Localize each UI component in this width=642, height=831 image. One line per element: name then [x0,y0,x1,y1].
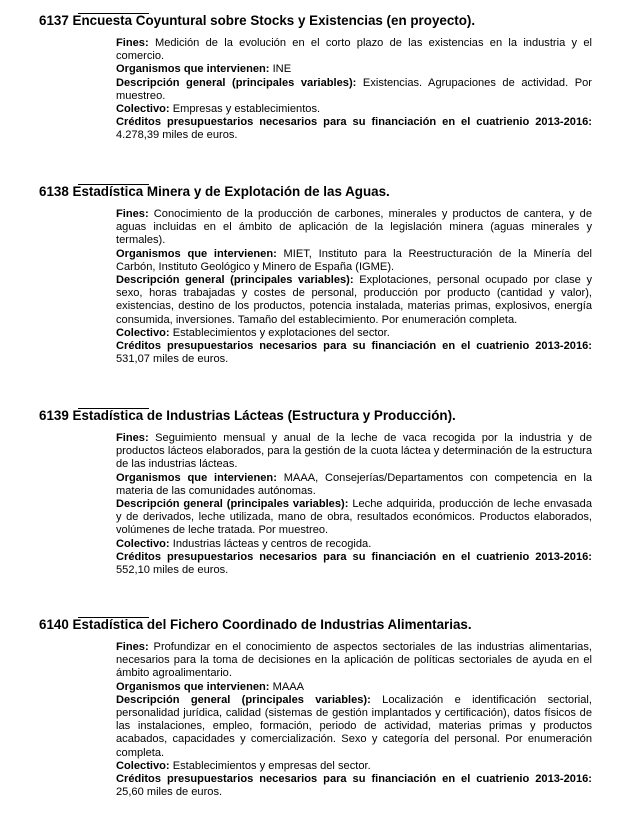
organismos-label: Organismos que intervienen: [116,63,270,76]
fines-paragraph [116,208,592,248]
organismos-paragraph [116,63,592,76]
colectivo-label: Colectivo: [116,759,170,772]
descripcion-text: Explotaciones, personal ocupado por clase y sexo, horas trabajadas y costes de personal, producción por producto (cantidad y valor), existencias, destino de los productos, potencia instalada, materias primas, explosivos, energía consumida, inversiones. Tamaño del establecimiento. Por enumeración completa. [116,274,592,326]
colectivo-text: Industrias lácteas y centros de recogida. [172,537,372,550]
entry-title: 6137 Encuesta Coyuntural sobre Stocks y Existencias (en proyecto). [39,13,476,28]
creditos-paragraph [116,773,592,799]
descripcion-paragraph [116,498,592,538]
colectivo-paragraph [116,103,592,116]
colectivo-label: Colectivo: [116,537,170,550]
entry-body [116,208,592,366]
entry-body [116,432,592,577]
descripcion-paragraph [116,694,592,760]
fines-paragraph [116,37,592,63]
organismos-paragraph [116,681,592,694]
fines-label: Fines: [116,641,149,653]
entry-title: 6140 Estadística del Fichero Coordinado de Industrias Alimentarias. [39,617,472,632]
creditos-text: 25,60 miles de euros. [116,786,223,799]
colectivo-paragraph [116,327,592,340]
descripcion-label: Descripción general (principales variables): [116,76,357,89]
creditos-paragraph [116,340,592,366]
fines-text: Profundizar en el conocimiento de aspectos sectoriales de las industrias alimentarias, necesarios para la toma de decisiones en la aplicación de políticas sectoriales de ayuda en el ámbito agroalimentario. [116,641,592,680]
colectivo-label: Colectivo: [116,326,170,339]
entry-body [116,641,592,799]
entry-body [116,37,592,143]
creditos-paragraph [116,551,592,577]
fines-paragraph [116,641,592,681]
organismos-label: Organismos que intervienen: [116,247,277,260]
creditos-label: Créditos presupuestarios necesarios para su financiación en el cuatrienio 2013-2016: [116,116,592,129]
organismos-paragraph [116,472,592,498]
descripcion-paragraph [116,77,592,103]
creditos-label: Créditos presupuestarios necesarios para su financiación en el cuatrienio 2013-2016: [116,550,592,563]
fines-label: Fines: [116,37,149,49]
descripcion-text: Localización e identificación sectorial, personalidad jurídica, calidad (sistemas de gestión implantados y certificación), datos físicos de las instalaciones, empleo, formación, periodo de actividad, materias primas y productos acabados, capacidades y comercialización. Sexo y categoría del personal. Por enumeración completa. [116,693,592,759]
organismos-paragraph [116,248,592,274]
descripcion-paragraph [116,274,592,327]
descripcion-label: Descripción general (principales variables): [116,693,371,706]
creditos-text: 552,10 miles de euros. [116,564,229,577]
fines-label: Fines: [116,208,149,220]
creditos-paragraph [116,116,592,142]
creditos-label: Créditos presupuestarios necesarios para su financiación en el cuatrienio 2013-2016: [116,773,592,786]
fines-paragraph [116,432,592,472]
fines-label: Fines: [116,432,149,444]
descripcion-label: Descripción general (principales variables): [116,498,349,511]
colectivo-text: Establecimientos y empresas del sector. [172,759,371,772]
fines-text: Seguimiento mensual y anual de la leche de vaca recogida por la industria y de productos lácteos elaborados, para la gestión de la cuota láctea y determinación de la estructura de las industrias lácteas. [116,432,592,471]
descripcion-label: Descripción general (principales variables): [116,274,354,287]
entry-title: 6138 Estadística Minera y de Explotación de las Aguas. [39,184,390,199]
organismos-label: Organismos que intervienen: [116,471,277,484]
organismos-text: MAAA [272,680,305,693]
creditos-label: Créditos presupuestarios necesarios para su financiación en el cuatrienio 2013-2016: [116,340,592,353]
organismos-text: MIET, Instituto para la Reestructuración de la Minería del Carbón, Instituto Geológico y Minero de España (IGME). [116,247,593,273]
colectivo-text: Empresas y establecimientos. [172,103,321,116]
descripcion-text: Existencias. Agrupaciones de actividad. Por muestreo. [116,76,592,102]
entry-title: 6139 Estadística de Industrias Lácteas (Estructura y Producción). [39,408,456,423]
colectivo-paragraph [116,538,592,551]
colectivo-paragraph [116,760,592,773]
creditos-text: 4.278,39 miles de euros. [116,129,238,142]
colectivo-label: Colectivo: [116,103,170,116]
fines-text: Medición de la evolución en el corto plazo de las existencias en la industria y el comercio. [116,37,592,63]
organismos-text: INE [272,63,292,76]
colectivo-text: Establecimientos y explotaciones del sector. [172,326,390,339]
creditos-text: 531,07 miles de euros. [116,353,229,366]
organismos-label: Organismos que intervienen: [116,680,270,693]
organismos-text: MAAA, Consejerías/Departamentos con competencia en la materia de las comunidades autónomas. [116,471,592,497]
fines-text: Conocimiento de la producción de carbones, minerales y productos de cantera, y de aguas incluidas en el ámbito de aplicación de la legislación minera (aguas minerales y termales). [116,208,592,247]
descripcion-text: Leche adquirida, producción de leche envasada y de derivados, leche utilizada, mano de obra, resultados económicos. Productos elaborados, volúmenes de leche tratada. Por muestreo. [116,498,592,537]
